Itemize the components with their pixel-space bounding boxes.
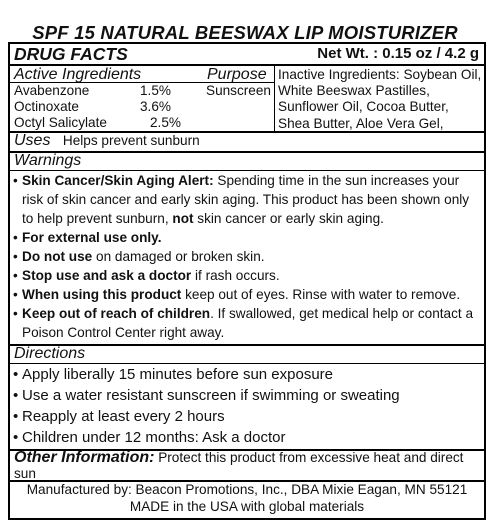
drug-facts-panel <box>8 42 486 520</box>
warnings-heading: Warnings <box>14 152 82 169</box>
made-in-usa: MADE in the USA with global materials <box>129 499 365 514</box>
purpose-heading: Purpose <box>207 66 267 83</box>
active-ingredient-name: Avabenzone <box>14 83 90 98</box>
manufacturer-line: Manufactured by: Beacon Promotions, Inc., DBA Mixie Eagan, MN 55121 <box>26 482 468 497</box>
purpose-text: Sunscreen <box>206 83 271 98</box>
warnings-list <box>10 171 480 342</box>
directions-heading: Directions <box>14 345 86 362</box>
inactive-ingredients <box>278 67 484 132</box>
drug-facts-heading: DRUG FACTS <box>14 44 128 64</box>
directions-list <box>10 364 480 448</box>
inactive-text: Soybean Oil, White Beeswax Pastilles, Sunflower Oil, Cocoa Butter, Shea Butter, Aloe Vera Gel, <box>278 67 482 131</box>
direction-item: • Children under 12 months: Ask a doctor <box>13 429 286 446</box>
net-weight: Net Wt. : 0.15 oz / 4.2 g <box>317 45 479 62</box>
active-ingredient-percent: 2.5% <box>150 115 181 130</box>
bullet: • <box>13 306 18 321</box>
warning-item: • Skin Cancer/Skin Aging Alert: Spending time in the sun increases your risk of skin cancer and early skin aging. This product has been shown only to help prevent sunburn, not skin cancer or early skin aging. <box>13 173 470 226</box>
other-information <box>14 450 480 482</box>
active-ingredient-percent: 3.6% <box>140 99 171 114</box>
warning-item: • Do not use on damaged or broken skin. <box>13 249 265 264</box>
bullet: • <box>13 287 18 302</box>
bullet: • <box>13 249 18 264</box>
column-divider <box>274 65 275 131</box>
warning-item: • Stop use and ask a doctor if rash occurs. <box>13 268 280 283</box>
active-ingredients-heading: Active Ingredients <box>14 66 142 83</box>
other-information-text: Protect this product from excessive heat and direct sun <box>14 450 464 482</box>
active-ingredient-name: Octinoxate <box>14 99 79 114</box>
bullet: • <box>13 268 18 283</box>
warning-item: • For external use only. <box>13 230 162 245</box>
uses-text: Helps prevent sunburn <box>62 133 200 148</box>
direction-item: • Use a water resistant sunscreen if swimming or sweating <box>13 387 400 404</box>
direction-item: • Reapply at least every 2 hours <box>13 408 225 425</box>
active-ingredient-percent: 1.5% <box>140 83 171 98</box>
warning-item: • Keep out of reach of children. If swallowed, get medical help or contact a Poison Control Center right away. <box>13 306 474 340</box>
product-title: SPF 15 NATURAL BEESWAX LIP MOISTURIZER <box>32 22 458 43</box>
warning-item: • When using this product keep out of eyes. Rinse with water to remove. <box>13 287 461 302</box>
bullet: • <box>13 173 18 188</box>
uses-row <box>14 132 200 150</box>
other-information-heading: Other Information: <box>14 449 155 466</box>
bullet: • <box>13 230 18 245</box>
active-ingredient-name: Octyl Salicylate <box>14 115 107 130</box>
uses-heading: Uses <box>14 132 51 149</box>
inactive-label: Inactive Ingredients: <box>278 67 400 82</box>
direction-item: • Apply liberally 15 minutes before sun exposure <box>13 366 334 383</box>
